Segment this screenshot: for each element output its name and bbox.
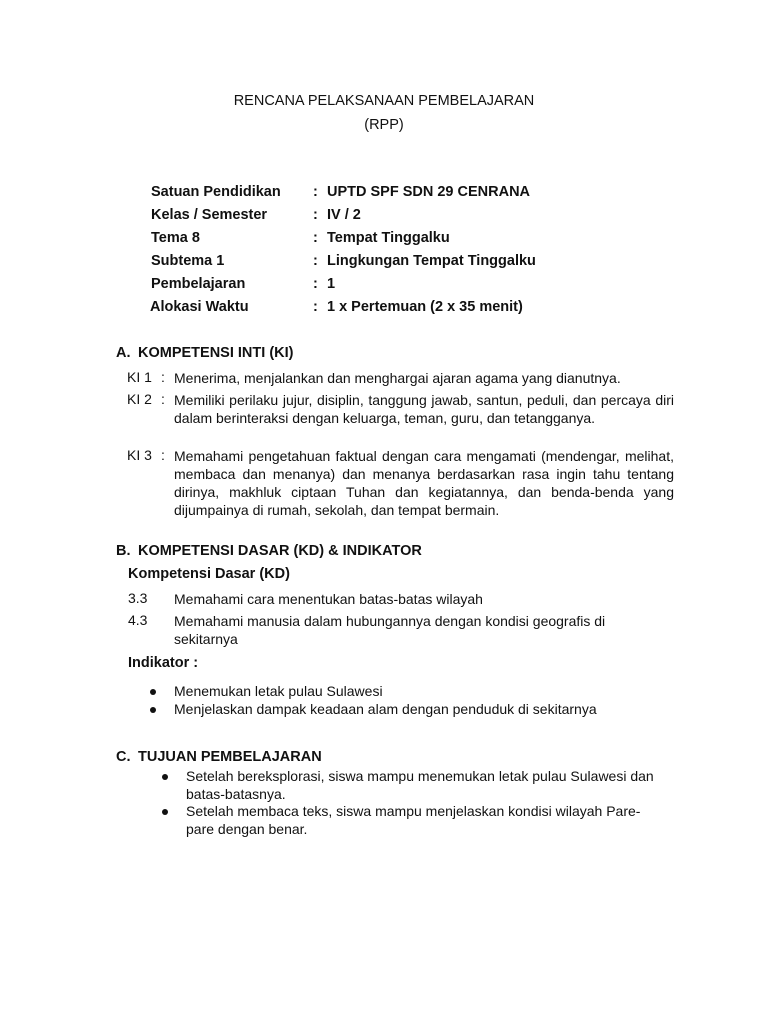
bullet-icon [162, 809, 168, 815]
identity-value: 1 [327, 276, 336, 292]
ki-text: Memahami pengetahuan faktual dengan cara mengamati (mendengar, melihat, membaca dan menanya) dan menanya berdasarkan rasa ingin tahu tentang dirinya, makhluk ciptaan Tuhan dan kegiatannya, dan benda-benda yang dijumpainya di rumah, sekolah, dan tempat bermain. [174, 448, 674, 518]
identity-value: 1 x Pertemuan (2 x 35 menit) [327, 299, 523, 315]
identity-label: Pembelajaran [151, 276, 246, 292]
section-a-heading [116, 345, 293, 361]
identity-colon: : [313, 276, 318, 292]
identity-value: IV / 2 [327, 207, 361, 223]
section-b-heading [116, 543, 422, 559]
identity-colon: : [313, 299, 318, 315]
section-title: KOMPETENSI INTI (KI) [138, 345, 294, 361]
identity-colon: : [313, 207, 318, 223]
bullet-icon [150, 707, 156, 713]
tujuan-item: Setelah membaca teks, siswa mampu menjelaskan kondisi wilayah Pare-pare dengan benar. [186, 803, 641, 837]
identity-colon: : [313, 253, 318, 269]
identity-label: Subtema 1 [151, 253, 225, 269]
section-letter: C. [116, 749, 131, 765]
identity-value: Lingkungan Tempat Tinggalku [327, 253, 536, 269]
section-title: TUJUAN PEMBELAJARAN [138, 749, 322, 765]
kd-heading: Kompetensi Dasar (KD) [128, 566, 290, 582]
indikator-item: Menemukan letak pulau Sulawesi [174, 683, 383, 699]
section-title: KOMPETENSI DASAR (KD) & INDIKATOR [138, 543, 422, 559]
ki-colon: : [161, 447, 165, 463]
identity-label: Satuan Pendidikan [151, 184, 281, 200]
identity-label: Tema 8 [151, 230, 200, 246]
bullet-icon [150, 689, 156, 695]
kd-number: 3.3 [128, 590, 148, 606]
ki-text: Menerima, menjalankan dan menghargai ajaran agama yang dianutnya. [174, 370, 621, 386]
identity-label: Kelas / Semester [151, 207, 268, 223]
bullet-icon [162, 774, 168, 780]
kd-text: Memahami manusia dalam hubungannya dengan kondisi geografis di sekitarnya [174, 613, 606, 647]
document-subtitle: (RPP) [364, 117, 404, 133]
identity-label: Alokasi Waktu [150, 299, 249, 315]
ki-colon: : [161, 369, 165, 385]
document-title: RENCANA PELAKSANAAN PEMBELAJARAN [233, 93, 535, 109]
indikator-heading: Indikator : [128, 655, 199, 671]
identity-value: UPTD SPF SDN 29 CENRANA [327, 184, 531, 200]
kd-text: Memahami cara menentukan batas-batas wilayah [174, 591, 483, 607]
section-letter: A. [116, 345, 131, 361]
section-letter: B. [116, 543, 131, 559]
identity-colon: : [313, 184, 318, 200]
ki-colon: : [161, 391, 165, 407]
section-c-heading [116, 749, 322, 765]
ki-label: KI 2 [127, 391, 152, 407]
ki-label: KI 3 [127, 447, 152, 463]
identity-colon: : [313, 230, 318, 246]
identity-value: Tempat Tinggalku [327, 230, 450, 246]
ki-text: Memiliki perilaku jujur, disiplin, tanggung jawab, santun, peduli, dan percaya diri dalam berinteraksi dengan keluarga, teman, guru, dan tetangganya. [174, 392, 674, 426]
indikator-item: Menjelaskan dampak keadaan alam dengan penduduk di sekitarnya [174, 701, 597, 717]
tujuan-item: Setelah bereksplorasi, siswa mampu menemukan letak pulau Sulawesi dan batas-batasnya. [186, 768, 654, 802]
kd-number: 4.3 [128, 612, 148, 628]
ki-label: KI 1 [127, 369, 152, 385]
